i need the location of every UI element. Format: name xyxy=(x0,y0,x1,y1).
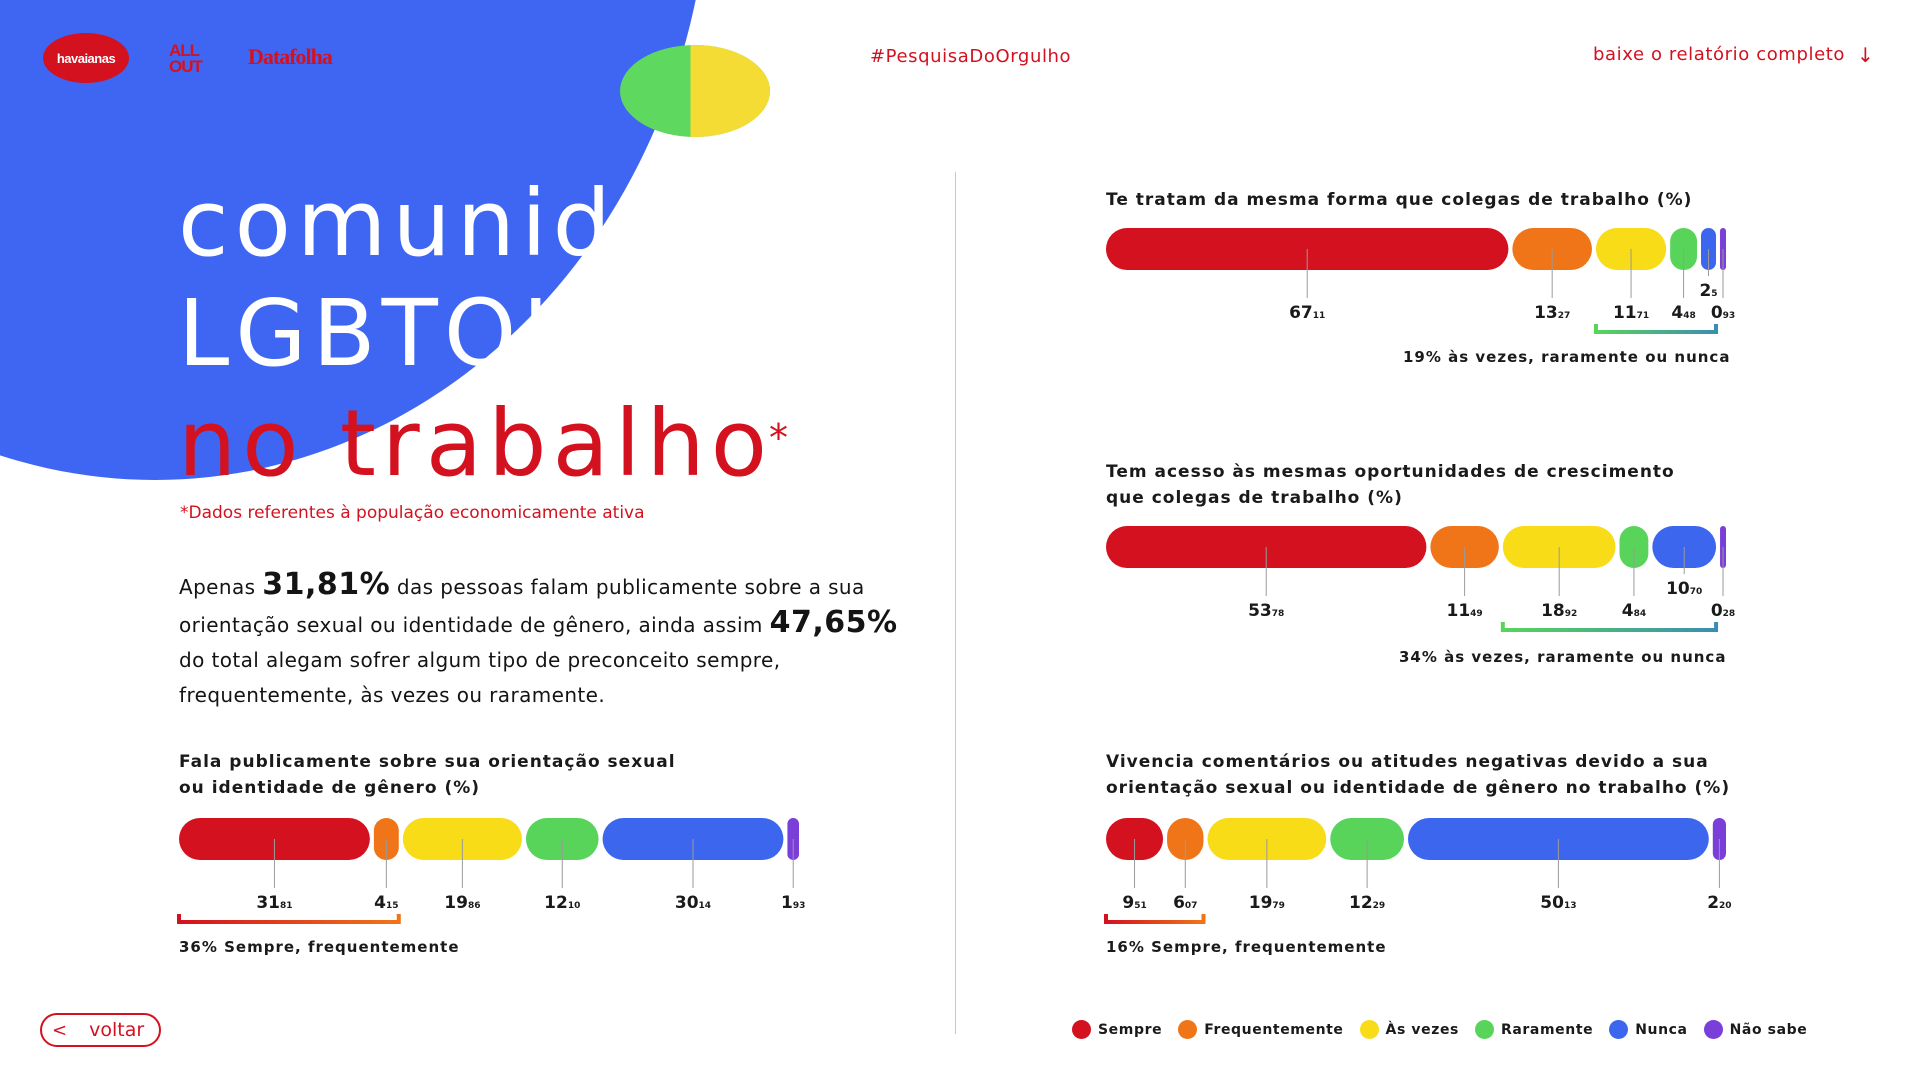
value-label: 028 xyxy=(1710,601,1736,621)
range-bracket xyxy=(1596,324,1716,332)
chevron-left-icon: < xyxy=(52,1019,68,1041)
legend-label: Sempre xyxy=(1098,1021,1163,1038)
range-bracket xyxy=(1503,622,1716,630)
back-button-label: voltar xyxy=(89,1019,145,1041)
chart-title-growth-opportunities xyxy=(1106,459,1675,511)
value-label: 193 xyxy=(781,893,806,913)
datafolha-logo[interactable] xyxy=(248,44,332,70)
download-report-label: baixe o relatório completo xyxy=(1593,44,1846,65)
legend-label: Frequentemente xyxy=(1204,1021,1344,1038)
chart-title-treated-same xyxy=(1106,187,1692,213)
chart-title-line: que colegas de trabalho (%) xyxy=(1106,488,1403,508)
value-label: 448 xyxy=(1671,303,1696,323)
legend-item xyxy=(1072,1020,1162,1039)
footnote: *Dados referentes à população economicamente ativa xyxy=(180,503,645,523)
title-line-3 xyxy=(178,390,844,508)
chart-negative-comments xyxy=(1106,818,1746,928)
chart-title-line: Tem acesso às mesmas oportunidades de crescimento xyxy=(1106,462,1675,482)
range-bracket xyxy=(179,914,399,922)
value-label: 1892 xyxy=(1541,601,1578,621)
legend-dot-icon xyxy=(1609,1020,1628,1039)
intro-paragraph xyxy=(179,567,919,713)
value-label: 093 xyxy=(1710,303,1736,323)
chart-legend xyxy=(1072,1020,1807,1039)
value-label: 1171 xyxy=(1612,303,1650,323)
chart-title-speaks-publicly xyxy=(179,749,676,801)
title-line-3-text: no trabalho xyxy=(178,390,774,497)
intro-text-3: do total alegam sofrer algum tipo de preconceito sempre, frequentemente, às vezes ou raramente. xyxy=(179,648,781,707)
legend-label: Nunca xyxy=(1635,1021,1688,1038)
legend-item xyxy=(1609,1020,1687,1039)
title-line-1 xyxy=(178,170,844,288)
value-label: 951 xyxy=(1122,893,1147,913)
value-label: 220 xyxy=(1707,893,1732,913)
page-title xyxy=(178,170,844,508)
legend-label: Raramente xyxy=(1500,1021,1594,1038)
legend-item xyxy=(1360,1020,1459,1039)
title-asterisk: * xyxy=(769,416,795,460)
arrow-down-icon: ↓ xyxy=(1857,42,1875,67)
value-label: 1986 xyxy=(444,893,481,913)
value-label: 6711 xyxy=(1289,303,1326,323)
chart-title-line: Fala publicamente sobre sua orientação sexual xyxy=(179,752,676,772)
legend-dot-icon xyxy=(1072,1020,1091,1039)
chart-speaks-publicly xyxy=(179,818,819,928)
value-label: 1229 xyxy=(1349,893,1386,913)
legend-item xyxy=(1704,1020,1808,1039)
value-label: 1979 xyxy=(1248,893,1285,913)
chart-title-negative-comments xyxy=(1106,749,1730,801)
value-label: 25 xyxy=(1699,281,1718,301)
title-line-2 xyxy=(178,280,844,398)
chart-treated-same xyxy=(1106,228,1746,338)
intro-stat-1: 31,81% xyxy=(262,567,391,602)
value-label: 5013 xyxy=(1540,893,1577,913)
value-label: 1327 xyxy=(1534,303,1571,323)
chart-annotation: 36% Sempre, frequentemente xyxy=(179,938,460,956)
havaianas-logo[interactable] xyxy=(43,33,129,83)
legend-dot-icon xyxy=(1360,1020,1379,1039)
chart-annotation: 19% às vezes, raramente ou nunca xyxy=(1403,348,1731,366)
value-label: 1070 xyxy=(1666,579,1703,599)
chart-title-line: orientação sexual ou identidade de gênero no trabalho (%) xyxy=(1106,778,1731,798)
legend-label: Não sabe xyxy=(1729,1021,1808,1038)
chart-title-line: Te tratam da mesma forma que colegas de trabalho (%) xyxy=(1106,190,1693,210)
allout-logo[interactable] xyxy=(169,43,214,75)
range-bracket xyxy=(1106,914,1203,922)
legend-dot-icon xyxy=(1178,1020,1197,1039)
chart-annotation: 16% Sempre, frequentemente xyxy=(1106,938,1387,956)
value-label: 607 xyxy=(1173,893,1198,913)
value-label: 3181 xyxy=(256,893,293,913)
allout-logo-text: ALL OUT xyxy=(169,41,202,76)
havaianas-logo-text: havaianas xyxy=(56,50,116,66)
legend-item xyxy=(1475,1020,1593,1039)
legend-label: Às vezes xyxy=(1385,1021,1459,1038)
value-label: 1210 xyxy=(544,893,581,913)
legend-dot-icon xyxy=(1475,1020,1494,1039)
chart-growth-opportunities xyxy=(1106,526,1746,636)
datafolha-logo-text: Datafolha xyxy=(248,44,332,69)
download-report-link[interactable] xyxy=(1593,44,1874,65)
legend-item xyxy=(1178,1020,1343,1039)
chart-annotation: 34% às vezes, raramente ou nunca xyxy=(1399,648,1727,666)
value-label: 484 xyxy=(1621,601,1647,621)
title-line-2-text: LGBTQIAPN+ xyxy=(178,280,844,387)
chart-title-line: ou identidade de gênero (%) xyxy=(179,778,481,798)
intro-text-1: Apenas xyxy=(179,575,263,599)
hashtag-text: #PesquisaDoOrgulho xyxy=(870,46,1072,67)
back-button[interactable] xyxy=(40,1013,161,1047)
title-line-1-text: comunidade xyxy=(178,170,807,277)
intro-text-2: das pessoas falam publicamente sobre a sua orientação sexual ou identidade de gênero, ainda assim xyxy=(179,575,865,637)
value-label: 5378 xyxy=(1248,601,1285,621)
chart-title-line: Vivencia comentários ou atitudes negativas devido a sua xyxy=(1106,752,1709,772)
intro-stat-2: 47,65% xyxy=(769,605,898,640)
value-label: 3014 xyxy=(674,893,712,913)
vertical-divider xyxy=(955,172,956,1034)
value-label: 415 xyxy=(374,893,399,913)
legend-dot-icon xyxy=(1704,1020,1723,1039)
value-label: 1149 xyxy=(1446,601,1483,621)
